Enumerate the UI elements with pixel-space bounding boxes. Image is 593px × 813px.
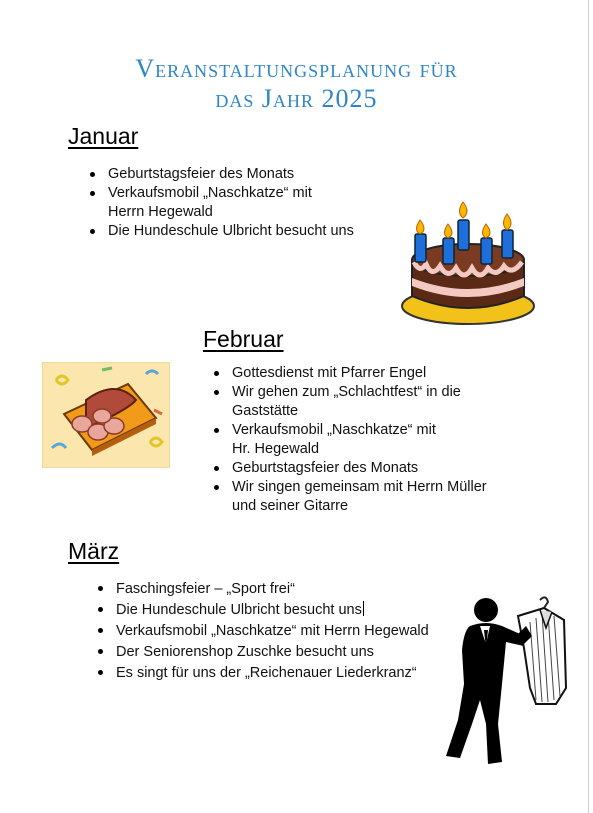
list-item: Wir singen gemeinsam mit Herrn Müller und seiner Gitarre [210, 478, 510, 516]
title-line-1: Veranstaltungsplanung für [135, 54, 458, 83]
list-item: Wir gehen zum „Schlachtfest“ in die Gaststätte [210, 383, 510, 421]
man-with-suit-silhouette-icon [440, 592, 570, 772]
text-cursor [363, 601, 364, 616]
list-item: Geburtstagsfeier des Monats [210, 459, 510, 478]
list-item: Es singt für uns der „Reichenauer Liederkranz“ [94, 663, 464, 684]
maerz-event-list [94, 579, 464, 684]
document-title [40, 54, 553, 114]
list-item: Gottesdienst mit Pfarrer Engel [210, 364, 510, 383]
januar-event-list [86, 165, 386, 241]
list-item: Die Hundeschule Ulbricht besucht uns [86, 222, 386, 241]
section-heading-januar: Januar [68, 123, 139, 149]
februar-event-list [210, 364, 510, 516]
list-item: Verkaufsmobil „Naschkatze“ mit Herrn Hegewald [94, 621, 464, 642]
list-item: Verkaufsmobil „Naschkatze“ mit Herrn Hegewald [86, 184, 386, 222]
list-item: Die Hundeschule Ulbricht besucht uns [94, 600, 464, 621]
page-edge [588, 0, 589, 813]
sausage-platter-icon [42, 362, 170, 468]
list-item: Verkaufsmobil „Naschkatze“ mit Hr. Hegewald [210, 421, 510, 459]
title-line-2: das Jahr 2025 [215, 84, 378, 113]
list-item: Geburtstagsfeier des Monats [86, 165, 386, 184]
list-item: Faschingsfeier – „Sport frei“ [94, 579, 464, 600]
list-item: Der Seniorenshop Zuschke besucht uns [94, 642, 464, 663]
section-heading-februar: Februar [203, 326, 284, 352]
section-heading-maerz: März [68, 538, 120, 564]
birthday-cake-icon [398, 198, 538, 330]
